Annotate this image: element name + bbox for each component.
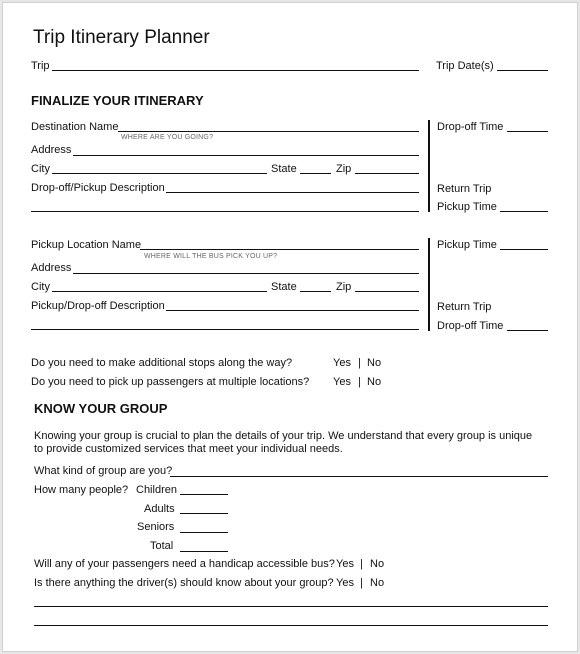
option-separator: |: [358, 357, 361, 369]
adults-field[interactable]: [180, 513, 228, 514]
section-divider: [428, 120, 430, 212]
destination-label: Destination Name: [31, 121, 119, 133]
city-field[interactable]: [52, 173, 267, 174]
seniors-label: Seniors: [137, 521, 175, 533]
trip-dates-label: Trip Date(s): [436, 60, 494, 72]
option-separator: |: [360, 577, 363, 589]
driver-notes-field-1[interactable]: [34, 606, 548, 607]
pickup-city-label: City: [31, 281, 50, 293]
description-label: Drop-off/Pickup Description: [31, 182, 165, 194]
pickup-address-field[interactable]: [73, 273, 419, 274]
total-field[interactable]: [180, 551, 228, 552]
trip-label: Trip: [31, 60, 50, 72]
state-field[interactable]: [300, 173, 331, 174]
dropoff-time-field-2[interactable]: [507, 330, 548, 331]
return-trip-label-2: Return Trip: [437, 301, 492, 313]
children-label: Children: [136, 484, 177, 496]
pickup-time-label-2: Pickup Time: [437, 239, 497, 251]
pickup-zip-field[interactable]: [355, 291, 419, 292]
group-kind-field[interactable]: [170, 476, 548, 477]
description-field-2[interactable]: [31, 211, 419, 212]
destination-field[interactable]: [118, 131, 419, 132]
trip-dates-field[interactable]: [497, 70, 548, 71]
group-intro-line-2: to provide customized services that meet your individual needs.: [34, 443, 343, 455]
no-option[interactable]: No: [367, 357, 382, 369]
dropoff-time-label-2: Drop-off Time: [437, 320, 504, 332]
option-separator: |: [360, 558, 363, 570]
question-multiple-locations: Do you need to pick up passengers at multiple locations?: [31, 376, 310, 388]
yes-option[interactable]: Yes: [333, 376, 351, 388]
seniors-field[interactable]: [180, 532, 228, 533]
no-option[interactable]: No: [367, 376, 382, 388]
pickup-location-field[interactable]: [140, 249, 419, 250]
dropoff-time-field[interactable]: [507, 131, 548, 132]
section-divider: [428, 238, 430, 331]
yes-option[interactable]: Yes: [333, 357, 351, 369]
option-separator: |: [358, 376, 361, 388]
city-label: City: [31, 163, 50, 175]
zip-label: Zip: [336, 163, 352, 175]
pickup-time-label: Pickup Time: [437, 201, 497, 213]
pickup-state-label: State: [271, 281, 297, 293]
no-option[interactable]: No: [370, 558, 385, 570]
group-heading: KNOW YOUR GROUP: [34, 401, 168, 416]
destination-hint: WHERE ARE YOU GOING?: [121, 134, 214, 141]
dropoff-time-label: Drop-off Time: [437, 121, 504, 133]
group-kind-label: What kind of group are you?: [34, 465, 173, 477]
how-many-label: How many people?: [34, 484, 129, 496]
return-trip-label: Return Trip: [437, 183, 492, 195]
pickup-zip-label: Zip: [336, 281, 352, 293]
pickup-address-label: Address: [31, 262, 72, 274]
question-additional-stops: Do you need to make additional stops along the way?: [31, 357, 293, 369]
pickup-time-field[interactable]: [500, 211, 548, 212]
state-label: State: [271, 163, 297, 175]
pickup-city-field[interactable]: [52, 291, 267, 292]
pickup-time-field-2[interactable]: [500, 249, 548, 250]
zip-field[interactable]: [355, 173, 419, 174]
finalize-heading: FINALIZE YOUR ITINERARY: [31, 93, 204, 108]
page-title: Trip Itinerary Planner: [33, 27, 210, 48]
pickup-description-field-2[interactable]: [31, 329, 419, 330]
driver-notes-field-2[interactable]: [34, 625, 548, 626]
no-option[interactable]: No: [370, 577, 385, 589]
address-label: Address: [31, 144, 72, 156]
pickup-description-field[interactable]: [166, 310, 419, 311]
children-field[interactable]: [180, 494, 228, 495]
question-handicap-bus: Will any of your passengers need a handicap accessible bus?: [34, 558, 335, 570]
yes-option[interactable]: Yes: [336, 558, 354, 570]
pickup-location-hint: WHERE WILL THE BUS PICK YOU UP?: [144, 253, 278, 260]
yes-option[interactable]: Yes: [336, 577, 354, 589]
total-label: Total: [150, 540, 174, 552]
pickup-state-field[interactable]: [300, 291, 331, 292]
trip-field[interactable]: [52, 70, 419, 71]
question-driver-notes: Is there anything the driver(s) should know about your group?: [34, 577, 334, 589]
adults-label: Adults: [144, 503, 175, 515]
address-field[interactable]: [73, 155, 419, 156]
pickup-description-label: Pickup/Drop-off Description: [31, 300, 165, 312]
description-field[interactable]: [166, 192, 419, 193]
group-intro-line-1: Knowing your group is crucial to plan the details of your trip. We understand that every group is unique: [34, 430, 533, 442]
pickup-location-label: Pickup Location Name: [31, 239, 142, 251]
